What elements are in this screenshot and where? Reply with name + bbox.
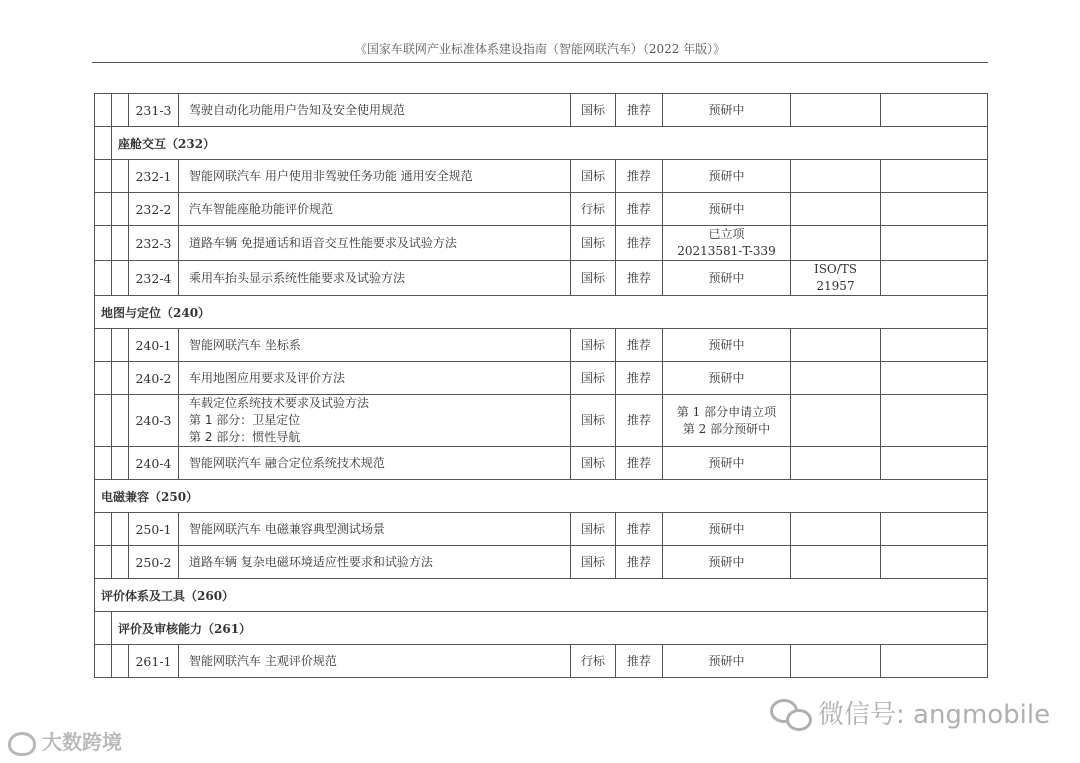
indent-cell <box>95 546 112 579</box>
remarks-cell <box>881 160 988 193</box>
section-title: 电磁兼容（250） <box>95 480 988 513</box>
indent-cell <box>112 395 129 447</box>
indent-cell <box>112 447 129 480</box>
status-cell <box>663 329 791 362</box>
standard-type-cell: 国标 <box>571 329 616 362</box>
standard-id-cell: 250-1 <box>129 513 179 546</box>
status-cell <box>663 226 791 261</box>
indent-cell <box>112 645 129 678</box>
standard-name-cell <box>179 645 571 678</box>
indent-cell <box>95 226 112 261</box>
watermark-left-text: 大数跨境 <box>42 730 122 754</box>
standard-name-cell <box>179 447 571 480</box>
status-line: 预研中 <box>708 102 745 117</box>
status-cell <box>663 362 791 395</box>
remarks-cell <box>881 546 988 579</box>
status-cell <box>663 447 791 480</box>
standard-name-line: 智能网联汽车 融合定位系统技术规范 <box>189 455 385 470</box>
indent-cell <box>95 395 112 447</box>
remarks-cell <box>881 329 988 362</box>
standard-name-cell <box>179 546 571 579</box>
status-line: 预研中 <box>708 168 745 183</box>
remarks-cell <box>881 395 988 447</box>
indent-cell <box>95 447 112 480</box>
status-cell <box>663 160 791 193</box>
remarks-cell <box>881 645 988 678</box>
international-standard-cell <box>791 645 881 678</box>
standard-type-cell: 国标 <box>571 447 616 480</box>
indent-cell <box>112 94 129 127</box>
indent-cell <box>95 94 112 127</box>
status-cell <box>663 94 791 127</box>
table-row <box>95 395 988 447</box>
standard-type-cell: 行标 <box>571 193 616 226</box>
indent-cell <box>95 513 112 546</box>
status-line: 预研中 <box>708 521 745 536</box>
section-header-row <box>95 579 988 612</box>
international-standard-cell <box>791 362 881 395</box>
recommendation-cell: 推荐 <box>616 546 663 579</box>
standard-name-line: 智能网联汽车 电磁兼容典型测试场景 <box>189 521 385 536</box>
status-cell <box>663 513 791 546</box>
remarks-cell <box>881 94 988 127</box>
status-line: 第 2 部分预研中 <box>682 421 771 436</box>
indent-cell <box>95 329 112 362</box>
international-standard-cell <box>791 395 881 447</box>
status-line: 20213581-T-339 <box>677 244 776 258</box>
standard-id-cell: 240-1 <box>129 329 179 362</box>
standard-name-line: 车载定位系统技术要求及试验方法 <box>189 396 370 410</box>
table-row <box>95 329 988 362</box>
indent-cell <box>95 261 112 296</box>
indent-cell <box>112 329 129 362</box>
standard-type-cell: 国标 <box>571 261 616 296</box>
standard-name-line: 第 2 部分：惯性导航 <box>189 430 301 444</box>
standard-name-cell <box>179 395 571 447</box>
section-title: 评价体系及工具（260） <box>95 579 988 612</box>
standard-name-cell <box>179 226 571 261</box>
standard-type-cell: 国标 <box>571 226 616 261</box>
section-header-row <box>95 296 988 329</box>
watermark-right <box>770 694 1050 731</box>
indent-cell <box>112 261 129 296</box>
recommendation-cell: 推荐 <box>616 261 663 296</box>
status-line: 预研中 <box>708 554 745 569</box>
recommendation-cell: 推荐 <box>616 226 663 261</box>
standard-id-cell: 240-2 <box>129 362 179 395</box>
status-cell <box>663 193 791 226</box>
standard-type-cell: 国标 <box>571 362 616 395</box>
standard-type-cell: 国标 <box>571 546 616 579</box>
status-line: 预研中 <box>708 270 745 285</box>
standard-name-cell <box>179 513 571 546</box>
standard-id-cell: 232-3 <box>129 226 179 261</box>
table-row <box>95 160 988 193</box>
international-standard-cell <box>791 513 881 546</box>
standard-type-cell: 行标 <box>571 645 616 678</box>
standard-id-cell: 232-2 <box>129 193 179 226</box>
remarks-cell <box>881 261 988 296</box>
standard-id-cell: 231-3 <box>129 94 179 127</box>
status-line: 预研中 <box>708 653 745 668</box>
standard-type-cell: 国标 <box>571 513 616 546</box>
table-row <box>95 193 988 226</box>
subsection-header-row <box>95 612 988 645</box>
table-row <box>95 226 988 261</box>
international-standard-line: ISO/TS <box>813 262 858 276</box>
standard-name-line: 智能网联汽车 用户使用非驾驶任务功能 通用安全规范 <box>189 168 473 183</box>
standard-id-cell: 261-1 <box>129 645 179 678</box>
indent-cell <box>95 362 112 395</box>
international-standard-line: 21957 <box>816 279 855 293</box>
wechat-icon <box>770 697 812 729</box>
header-rule <box>92 62 988 63</box>
standard-name-line: 乘用车抬头显示系统性能要求及试验方法 <box>189 270 406 285</box>
standard-name-cell <box>179 261 571 296</box>
indent-cell <box>112 513 129 546</box>
international-standard-cell <box>791 546 881 579</box>
international-standard-cell <box>791 94 881 127</box>
status-line: 预研中 <box>708 201 745 216</box>
standard-name-line: 车用地图应用要求及评价方法 <box>189 370 346 385</box>
international-standard-cell <box>791 329 881 362</box>
standard-name-line: 汽车智能座舱功能评价规范 <box>189 201 334 216</box>
recommendation-cell: 推荐 <box>616 193 663 226</box>
status-cell <box>663 395 791 447</box>
recommendation-cell: 推荐 <box>616 160 663 193</box>
subsection-title: 评价及审核能力（261） <box>112 612 988 645</box>
indent-cell <box>95 645 112 678</box>
recommendation-cell: 推荐 <box>616 645 663 678</box>
recommendation-cell: 推荐 <box>616 395 663 447</box>
standard-name-cell <box>179 329 571 362</box>
watermark-right-text: 微信号: angmobile <box>818 700 1051 730</box>
weibo-icon <box>8 732 36 756</box>
standard-id-cell: 240-3 <box>129 395 179 447</box>
international-standard-cell <box>791 447 881 480</box>
page-header: 《国家车联网产业标准体系建设指南（智能网联汽车）（2022 年版）》 <box>354 42 726 56</box>
status-cell <box>663 645 791 678</box>
recommendation-cell: 推荐 <box>616 447 663 480</box>
standard-type-cell: 国标 <box>571 160 616 193</box>
status-line: 第 1 部分申请立项 <box>676 404 777 419</box>
standard-name-line: 智能网联汽车 坐标系 <box>189 337 301 352</box>
standard-name-line: 道路车辆 免提通话和语音交互性能要求及试验方法 <box>189 235 457 250</box>
table-row <box>95 261 988 296</box>
recommendation-cell: 推荐 <box>616 329 663 362</box>
standard-id-cell: 232-4 <box>129 261 179 296</box>
international-standard-cell <box>791 226 881 261</box>
standards-table <box>94 93 988 678</box>
standard-id-cell: 232-1 <box>129 160 179 193</box>
remarks-cell <box>881 513 988 546</box>
watermark-left <box>8 726 122 756</box>
indent-cell <box>95 612 112 645</box>
table-row <box>95 362 988 395</box>
recommendation-cell: 推荐 <box>616 513 663 546</box>
status-line: 预研中 <box>708 370 745 385</box>
remarks-cell <box>881 447 988 480</box>
indent-cell <box>112 546 129 579</box>
standard-name-line: 驾驶自动化功能用户告知及安全使用规范 <box>189 102 406 117</box>
subsection-title: 座舱交互（232） <box>112 127 988 160</box>
indent-cell <box>95 193 112 226</box>
standard-name-line: 智能网联汽车 主观评价规范 <box>189 653 337 668</box>
standard-type-cell: 国标 <box>571 94 616 127</box>
table-row <box>95 513 988 546</box>
international-standard-cell <box>791 160 881 193</box>
indent-cell <box>95 127 112 160</box>
indent-cell <box>112 226 129 261</box>
standard-name-cell <box>179 94 571 127</box>
international-standard-cell <box>791 193 881 226</box>
section-title: 地图与定位（240） <box>95 296 988 329</box>
section-header-row <box>95 480 988 513</box>
indent-cell <box>95 160 112 193</box>
table-row <box>95 546 988 579</box>
standard-id-cell: 240-4 <box>129 447 179 480</box>
standard-id-cell: 250-2 <box>129 546 179 579</box>
indent-cell <box>112 193 129 226</box>
recommendation-cell: 推荐 <box>616 94 663 127</box>
standard-name-cell <box>179 160 571 193</box>
standard-name-line: 道路车辆 复杂电磁环境适应性要求和试验方法 <box>189 554 433 569</box>
table-row <box>95 447 988 480</box>
remarks-cell <box>881 362 988 395</box>
indent-cell <box>112 160 129 193</box>
standard-name-cell <box>179 362 571 395</box>
recommendation-cell: 推荐 <box>616 362 663 395</box>
standard-name-cell <box>179 193 571 226</box>
remarks-cell <box>881 226 988 261</box>
international-standard-cell <box>791 261 881 296</box>
table-row <box>95 94 988 127</box>
standard-name-line: 第 1 部分：卫星定位 <box>189 413 301 427</box>
standard-type-cell: 国标 <box>571 395 616 447</box>
subsection-header-row <box>95 127 988 160</box>
indent-cell <box>112 362 129 395</box>
status-cell <box>663 261 791 296</box>
status-line: 预研中 <box>708 337 745 352</box>
status-line: 已立项 <box>708 227 745 241</box>
status-cell <box>663 546 791 579</box>
remarks-cell <box>881 193 988 226</box>
table-row <box>95 645 988 678</box>
status-line: 预研中 <box>708 455 745 470</box>
